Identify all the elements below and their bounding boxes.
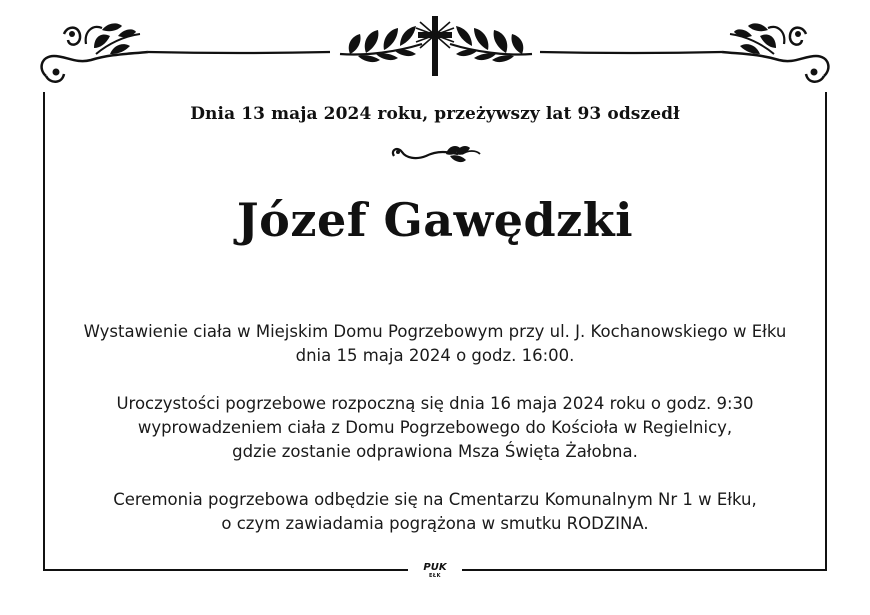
frame-bottom-border-right	[462, 569, 827, 571]
intro-text: Dnia 13 maja 2024 roku, przeżywszy lat 93 odszedł	[190, 104, 680, 124]
paragraph-line: o czym zawiadamia pogrążona w smutku RODZINA.	[221, 514, 649, 533]
paragraph-line: wyprowadzeniem ciała z Domu Pogrzebowego do Kościoła w Regielnicy,	[137, 418, 733, 437]
paragraph-line: Wystawienie ciała w Miejskim Domu Pogrzebowym przy ul. J. Kochanowskiego w Ełku	[83, 322, 787, 341]
deceased-name: Józef Gawędzki	[236, 193, 634, 247]
logo-text: PUK	[423, 562, 447, 573]
cross-icon	[412, 14, 458, 78]
puk-logo	[418, 563, 452, 579]
small-flourish-icon	[386, 140, 486, 170]
corner-flourish-left-icon	[36, 14, 156, 94]
laurel-right-icon	[446, 18, 536, 68]
burial-paragraph	[40, 488, 830, 536]
viewing-paragraph	[40, 320, 830, 368]
paragraph-line: gdzie zostanie odprawiona Msza Święta Żałobna.	[232, 442, 638, 461]
corner-flourish-right-icon	[714, 14, 834, 94]
logo-subtext: EŁK	[428, 573, 441, 579]
frame-bottom-border-left	[43, 569, 408, 571]
paragraph-line: Ceremonia pogrzebowa odbędzie się na Cmentarzu Komunalnym Nr 1 w Ełku,	[113, 490, 757, 509]
paragraph-line: Uroczystości pogrzebowe rozpoczną się dnia 16 maja 2024 roku o godz. 9:30	[116, 394, 754, 413]
paragraph-line: dnia 15 maja 2024 o godz. 16:00.	[295, 346, 575, 365]
ceremony-paragraph	[40, 392, 830, 464]
